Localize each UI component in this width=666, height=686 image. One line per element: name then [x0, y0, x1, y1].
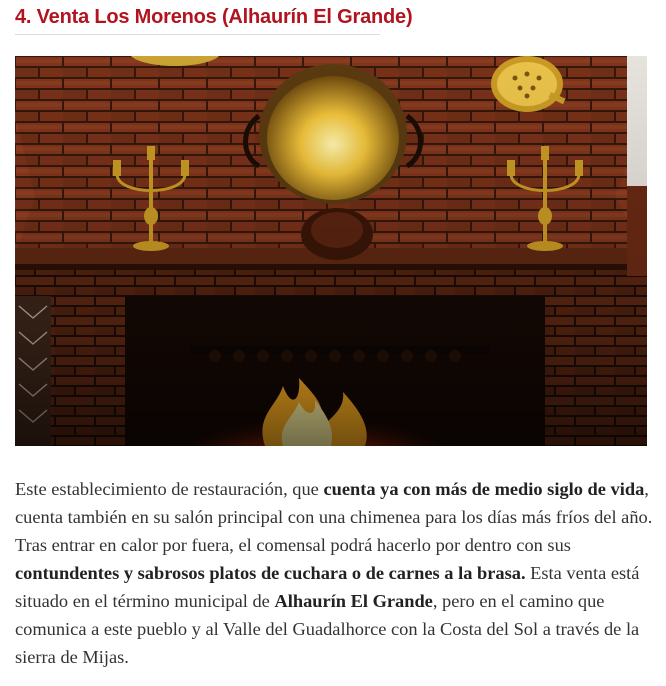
- highlight-location: Alhaurín El Grande: [274, 591, 433, 611]
- section-title: 4. Venta Los Morenos (Alhaurín El Grande): [15, 6, 413, 28]
- paragraph-text: Esta venta está situado en el término municipal de: [15, 563, 640, 611]
- article-paragraph: [15, 475, 655, 671]
- highlight-dishes: contundentes y sabrosos platos de cuchara o de carnes a la brasa.: [15, 563, 526, 583]
- title-divider: [15, 34, 380, 35]
- paragraph-text: , cuenta también en su salón principal con una chimenea para los días más fríos del año. Tras entrar en calor por fuera, el comensal podrá hacerlo por dentro con sus: [15, 479, 653, 555]
- paragraph-text: , pero en el camino que comunica a este pueblo y al Valle del Guadalhorce con la Costa del Sol a través de la sierra de Mijas.: [15, 591, 640, 667]
- highlight-history: cuenta ya con más de medio siglo de vida: [323, 479, 645, 499]
- paragraph-text: Este establecimiento de restauración, que: [15, 479, 324, 499]
- fireplace-photo: [15, 56, 647, 446]
